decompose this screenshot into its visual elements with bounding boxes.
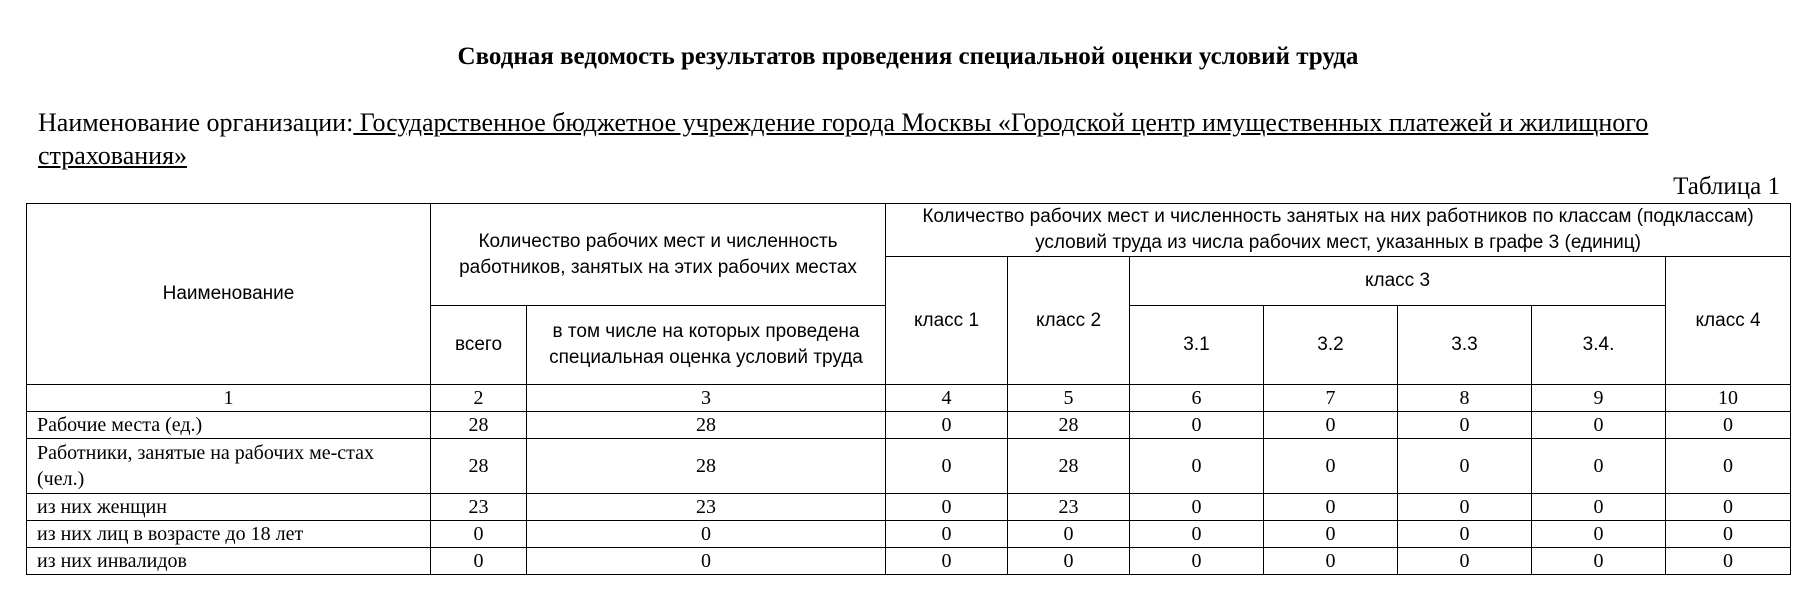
organization-line [38, 106, 1778, 172]
row-name: из них лиц в возрасте до 18 лет [27, 521, 431, 548]
table-cell: 0 [886, 548, 1008, 575]
header-subclass-3-2: 3.2 [1264, 306, 1398, 385]
table-cell: 0 [1532, 439, 1666, 494]
table-cell: 0 [1532, 412, 1666, 439]
row-name: Рабочие места (ед.) [27, 412, 431, 439]
table-cell: 0 [1130, 521, 1264, 548]
summary-table [26, 203, 1791, 575]
row-name: из них инвалидов [27, 548, 431, 575]
table-cell: 0 [1130, 494, 1264, 521]
header-subclass-3-4: 3.4. [1532, 306, 1666, 385]
table-cell: 0 [1130, 439, 1264, 494]
table-cell: 0 [1264, 439, 1398, 494]
column-number: 9 [1532, 385, 1666, 412]
table-cell: 28 [1008, 439, 1130, 494]
table-cell: 0 [1532, 494, 1666, 521]
table-row [27, 412, 1791, 439]
organization-label: Наименование организации: [38, 108, 354, 137]
table-cell: 0 [1398, 439, 1532, 494]
header-class-2: класс 2 [1008, 257, 1130, 385]
table-cell: 0 [527, 548, 886, 575]
table-cell: 0 [1130, 548, 1264, 575]
column-number: 6 [1130, 385, 1264, 412]
table-cell: 0 [1264, 412, 1398, 439]
table-cell: 0 [1532, 548, 1666, 575]
table-cell: 28 [1008, 412, 1130, 439]
table-cell: 0 [1264, 521, 1398, 548]
column-number: 7 [1264, 385, 1398, 412]
table-cell: 0 [431, 548, 527, 575]
header-assessed: в том числе на которых проведена специальная оценка условий труда [527, 306, 886, 385]
table-cell: 0 [886, 439, 1008, 494]
table-cell: 0 [1398, 521, 1532, 548]
table-cell: 0 [1398, 412, 1532, 439]
table-row [27, 521, 1791, 548]
table-cell: 0 [1008, 521, 1130, 548]
table-cell: 28 [527, 439, 886, 494]
column-number: 5 [1008, 385, 1130, 412]
table-cell: 0 [886, 412, 1008, 439]
table-cell: 28 [431, 412, 527, 439]
column-number: 10 [1666, 385, 1791, 412]
table-cell: 0 [1008, 548, 1130, 575]
table-cell: 0 [1532, 521, 1666, 548]
table-cell: 0 [1666, 439, 1791, 494]
document-title: Сводная ведомость результатов проведения специальной оценки условий труда [457, 43, 1359, 70]
table-row [27, 439, 1791, 494]
table-row [27, 548, 1791, 575]
column-number: 8 [1398, 385, 1532, 412]
table-cell: 0 [1666, 548, 1791, 575]
table-cell: 23 [1008, 494, 1130, 521]
table-cell: 0 [1130, 412, 1264, 439]
row-name: из них женщин [27, 494, 431, 521]
table-cell: 0 [1398, 548, 1532, 575]
table-cell: 0 [431, 521, 527, 548]
header-class-3: класс 3 [1130, 257, 1666, 306]
column-number: 4 [886, 385, 1008, 412]
table-cell: 0 [886, 521, 1008, 548]
header-row-1 [27, 204, 1791, 257]
table-cell: 28 [527, 412, 886, 439]
table-cell: 0 [1398, 494, 1532, 521]
column-number: 1 [27, 385, 431, 412]
header-class-1: класс 1 [886, 257, 1008, 385]
header-subclass-3-3: 3.3 [1398, 306, 1532, 385]
table-number: Таблица 1 [1673, 173, 1780, 200]
table-cell: 0 [1264, 548, 1398, 575]
table-cell: 0 [527, 521, 886, 548]
table-cell: 0 [886, 494, 1008, 521]
table-cell: 0 [1666, 412, 1791, 439]
header-classes-group: Количество рабочих мест и численность занятых на них работников по классам (подклассам) условий труда из числа рабочих мест, указанных в графе 3 (единиц) [886, 204, 1791, 257]
table-cell: 23 [431, 494, 527, 521]
column-number: 2 [431, 385, 527, 412]
header-class-4: класс 4 [1666, 257, 1791, 385]
table-cell: 23 [527, 494, 886, 521]
header-subclass-3-1: 3.1 [1130, 306, 1264, 385]
organization-name: Государственное бюджетное учреждение города Москвы «Городской центр имущественных платежей и жилищного страхования» [38, 108, 1649, 170]
column-number-row [27, 385, 1791, 412]
header-count-group: Количество рабочих мест и численность работников, занятых на этих рабочих местах [431, 204, 886, 306]
column-number: 3 [527, 385, 886, 412]
row-name: Работники, занятые на рабочих ме-стах (чел.) [27, 439, 431, 494]
header-name: Наименование [27, 204, 431, 385]
table-row [27, 494, 1791, 521]
header-total: всего [431, 306, 527, 385]
table-cell: 0 [1264, 494, 1398, 521]
table-cell: 0 [1666, 521, 1791, 548]
table-cell: 0 [1666, 494, 1791, 521]
table-cell: 28 [431, 439, 527, 494]
